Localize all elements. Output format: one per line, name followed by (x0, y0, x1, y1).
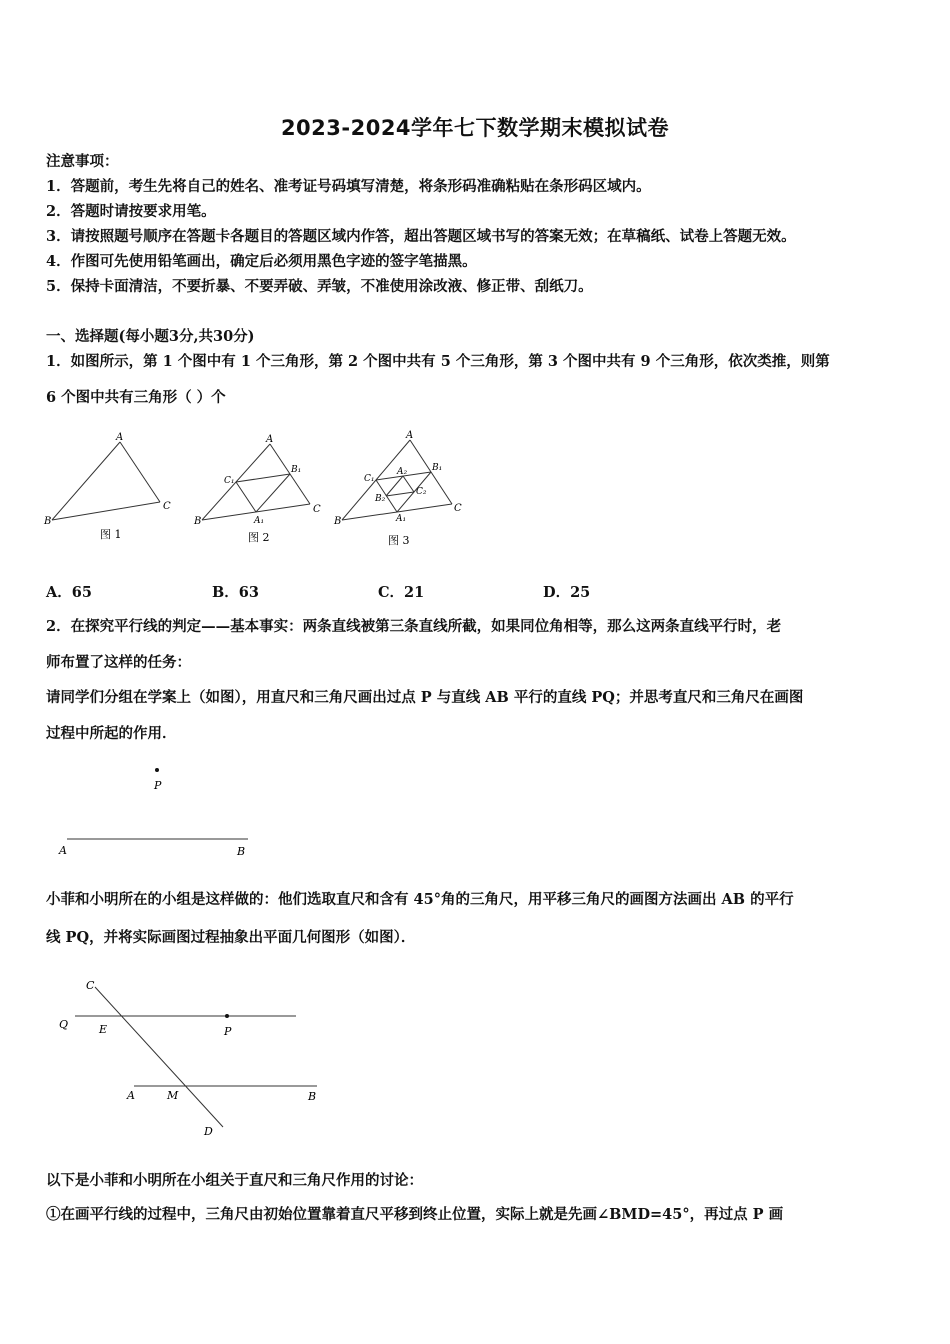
figure-caption: 图 3 (388, 534, 410, 547)
label-C: C (454, 503, 462, 514)
label-A2: A₂ (397, 467, 408, 477)
q2-text: 小菲和小明所在的小组是这样做的：他们选取直尺和含有 45°角的三角尺，用平移三角尺的画图方法画出 AB 的平行 (46, 891, 794, 908)
label-P: P (154, 779, 162, 792)
q1-option-b[interactable]: B．63 (212, 584, 259, 601)
q2-text: 线 PQ，并将实际画图过程抽象出平面几何图形（如图）． (46, 929, 416, 946)
label-A1: A₁ (254, 516, 265, 526)
q2-text: 以下是小菲和小明所在小组关于直尺和三角尺作用的讨论： (46, 1172, 423, 1189)
label-C: C (313, 504, 321, 515)
section-heading: 一、选择题(每小题3分,共30分) (46, 328, 255, 345)
label-B: B (194, 516, 202, 527)
label-A1: A₁ (396, 514, 407, 524)
label-M: M (167, 1089, 179, 1102)
label-A: A (127, 1089, 135, 1102)
figure-caption: 图 2 (248, 531, 270, 544)
label-B2: B₂ (375, 494, 386, 504)
label-B1: B₁ (432, 463, 443, 473)
label-A: A (266, 434, 274, 445)
q1-option-c[interactable]: C．21 (378, 584, 425, 601)
label-B: B (44, 516, 52, 527)
label-C: C (163, 501, 171, 512)
notice-item: 2．答题时请按要求用笔。 (46, 203, 216, 220)
label-A: A (59, 844, 67, 857)
label-P: P (224, 1025, 232, 1038)
q2-text: 过程中所起的作用． (46, 725, 177, 742)
q1-option-a[interactable]: A．65 (46, 584, 92, 601)
q2-figure-construction (55, 975, 325, 1140)
notice-heading: 注意事项： (46, 153, 119, 170)
label-D: D (204, 1125, 213, 1138)
q1-text: 1．如图所示，第 1 个图中有 1 个三角形，第 2 个图中共有 5 个三角形，第 3 个图中共有 9 个三角形，依次类推，则第 (46, 353, 830, 370)
label-C: C (86, 979, 95, 992)
label-B1: B₁ (291, 465, 302, 475)
label-B: B (308, 1090, 317, 1103)
q1-option-d[interactable]: D．25 (543, 584, 591, 601)
label-B: B (334, 516, 342, 527)
q1-figure-2 (190, 430, 330, 548)
label-A: A (116, 432, 124, 443)
label-Q: Q (59, 1018, 69, 1031)
label-E: E (99, 1023, 108, 1036)
label-C1: C₁ (224, 476, 235, 486)
label-B: B (237, 845, 246, 858)
q2-figure-p-ab (55, 760, 265, 860)
notice-item: 4．作图可先使用铅笔画出，确定后必须用黑色字迹的签字笔描黑。 (46, 253, 477, 270)
q2-text: 师布置了这样的任务： (46, 654, 191, 671)
label-A: A (406, 430, 414, 441)
page-title: 2023-2024学年七下数学期末模拟试卷 (280, 116, 670, 140)
q2-text: 请同学们分组在学案上（如图），用直尺和三角尺画出过点 P 与直线 AB 平行的直线 PQ；并思考直尺和三角尺在画图 (46, 689, 804, 706)
label-C2: C₂ (416, 487, 427, 497)
notice-item: 3．请按照题号顺序在答题卡各题目的答题区域内作答，超出答题区域书写的答案无效；在草稿纸、试卷上答题无效。 (46, 228, 796, 245)
notice-item: 5．保持卡面清洁，不要折暴、不要弄破、弄皱，不准使用涂改液、修正带、刮纸刀。 (46, 278, 593, 295)
notice-item: 1．答题前，考生先将自己的姓名、准考证号码填写清楚，将条形码准确粘贴在条形码区域内。 (46, 178, 651, 195)
q1-figure-3 (330, 428, 470, 550)
figure-caption: 图 1 (100, 528, 122, 541)
label-C1: C₁ (364, 474, 375, 484)
q1-text: 6 个图中共有三角形（ ）个 (46, 389, 226, 406)
q1-figure-1 (40, 430, 180, 545)
q2-text: 2．在探究平行线的判定——基本事实：两条直线被第三条直线所截，如果同位角相等，那么这两条直线平行时，老 (46, 618, 782, 635)
q2-text: ①在画平行线的过程中，三角尺由初始位置靠着直尺平移到终止位置，实际上就是先画∠BMD=45°，再过点 P 画 (46, 1206, 784, 1223)
